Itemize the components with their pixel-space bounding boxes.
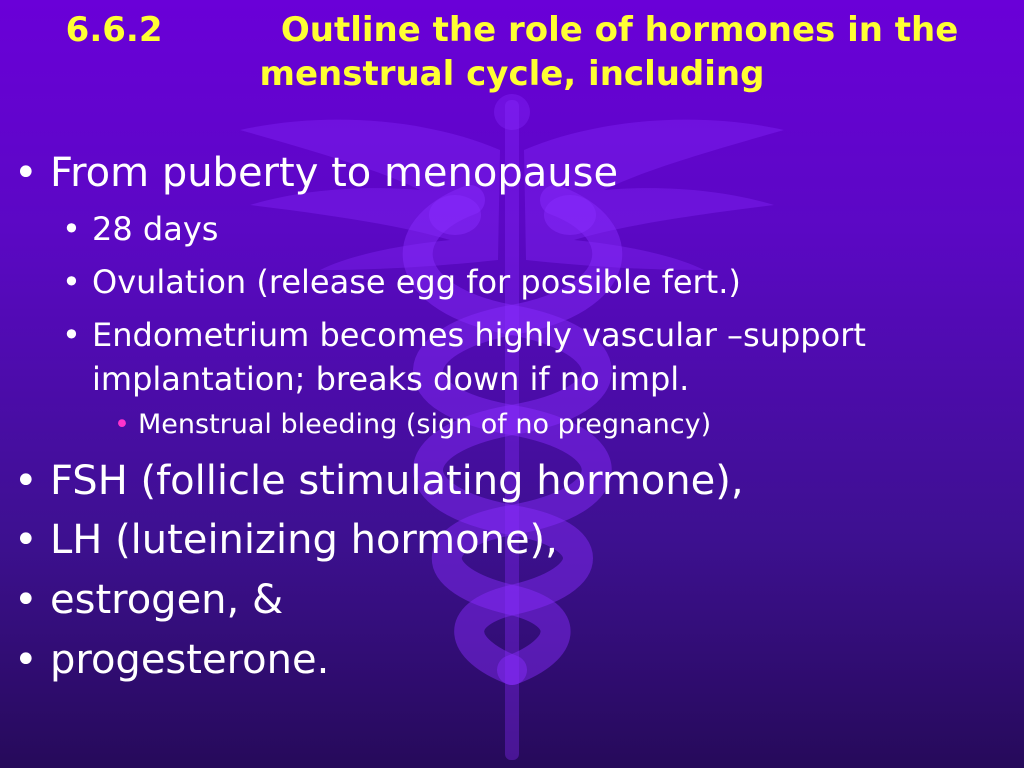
bullet-icon: •: [14, 150, 38, 196]
list-item: [0, 313, 900, 401]
title-line-2: menstrual cycle, including: [259, 54, 765, 94]
bullet-icon: •: [62, 316, 81, 354]
list-item-text: progesterone.: [50, 637, 330, 683]
list-item-text: Endometrium becomes highly vascular –support implantation; breaks down if no impl.: [92, 316, 866, 398]
list-item: [0, 408, 711, 442]
list-item-text: 28 days: [92, 210, 219, 248]
bullet-icon: •: [14, 577, 38, 623]
list-item: [0, 458, 744, 504]
bullet-icon: •: [14, 458, 38, 504]
list-item-text: From puberty to menopause: [50, 150, 619, 196]
list-item: [0, 637, 329, 683]
list-item-text: Ovulation (release egg for possible fert.): [92, 263, 741, 301]
list-item: [0, 577, 283, 623]
list-item: [0, 150, 618, 196]
list-item: [0, 260, 741, 304]
list-item-text: FSH (follicle stimulating hormone),: [50, 458, 744, 504]
bullet-icon: •: [62, 210, 81, 248]
list-item: [0, 517, 558, 563]
list-item: [0, 207, 218, 251]
bullet-icon: •: [114, 409, 130, 440]
title-line-1: 6.6.2 Outline the role of hormones in the: [65, 10, 959, 50]
list-item-text: LH (luteinizing hormone),: [50, 517, 558, 563]
slide-title: [0, 8, 1024, 96]
list-item-text: estrogen, &: [50, 577, 284, 623]
bullet-icon: •: [14, 637, 38, 683]
list-item-text: Menstrual bleeding (sign of no pregnancy): [138, 409, 712, 440]
bullet-icon: •: [62, 263, 81, 301]
bullet-icon: •: [14, 517, 38, 563]
